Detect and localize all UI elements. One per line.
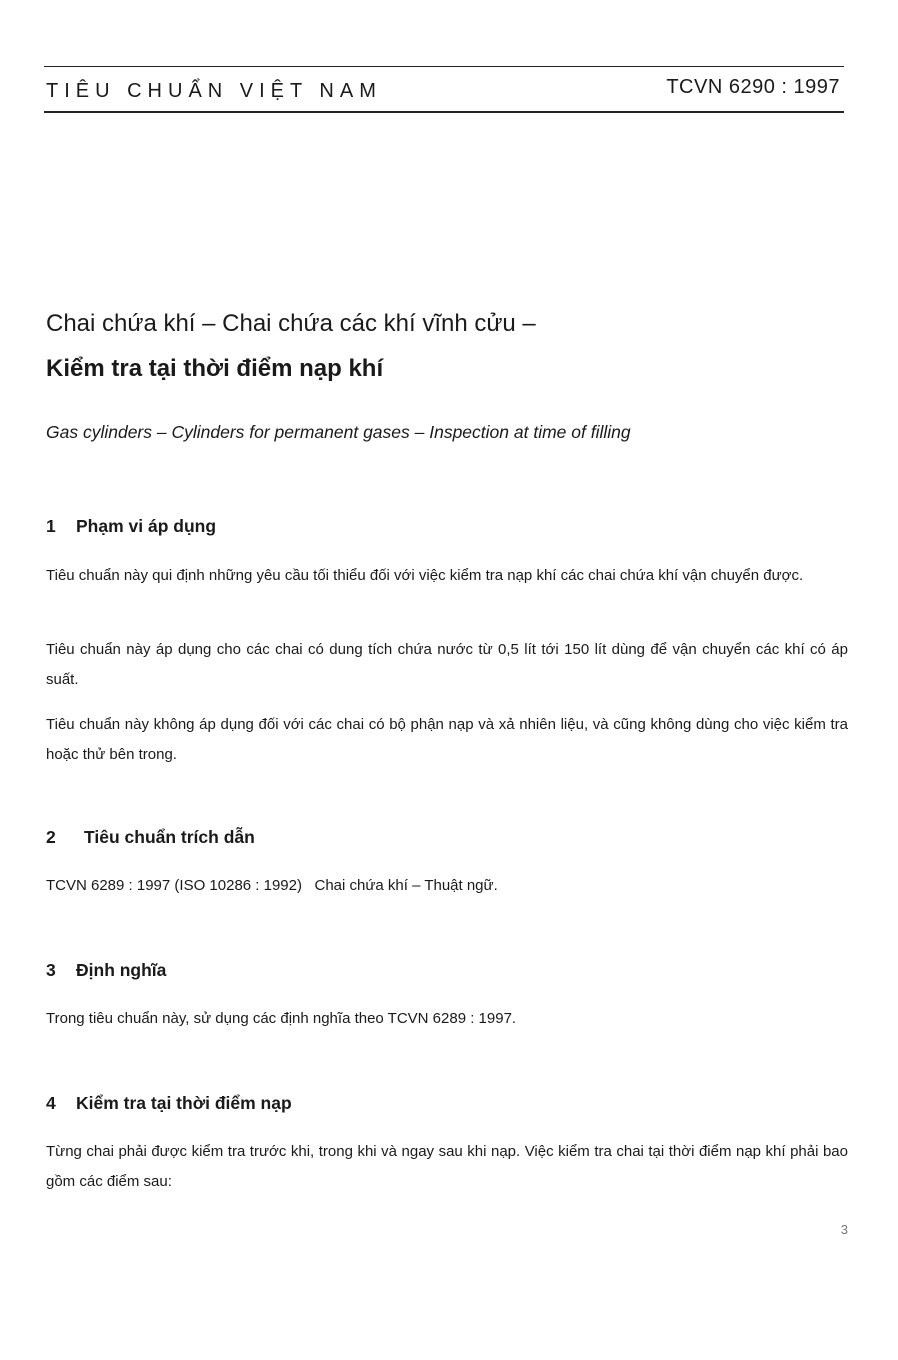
section-2-reference: TCVN 6289 : 1997 (ISO 10286 : 1992) Chai chứa khí – Thuật ngữ. xyxy=(46,877,498,894)
section-1-paragraph-1: Tiêu chuẩn này qui định những yêu cầu tối thiểu đối với việc kiểm tra nạp khí các chai chứa khí vận chuyển được. xyxy=(46,567,804,584)
section-3-paragraph: Trong tiêu chuẩn này, sử dụng các định nghĩa theo TCVN 6289 : 1997. xyxy=(46,1010,517,1027)
header-top-rule xyxy=(44,66,844,67)
section-2-heading xyxy=(46,827,255,848)
header-standard-number: TCVN 6290 : 1997 xyxy=(666,76,840,98)
section-1-paragraph-2: Tiêu chuẩn này áp dụng cho các chai có dung tích chứa nước từ 0,5 lít tới 150 lít dùng để vận chuyển các khí có áp suất. xyxy=(46,641,848,688)
english-subtitle: Gas cylinders – Cylinders for permanent gases – Inspection at time of filling xyxy=(46,422,631,442)
section-title: Tiêu chuẩn trích dẫn xyxy=(84,827,255,847)
header-series-title: TIÊU CHUẨN VIỆT NAM xyxy=(46,80,382,102)
section-title: Phạm vi áp dụng xyxy=(76,516,217,536)
section-1-paragraph-3: Tiêu chuẩn này không áp dụng đối với các chai có bộ phận nạp và xả nhiên liệu, và cũng không dùng cho việc kiểm tra hoặc thử bên trong. xyxy=(46,716,848,763)
section-number: 3 xyxy=(46,960,56,980)
section-4-paragraph: Từng chai phải được kiểm tra trước khi, trong khi và ngay sau khi nạp. Việc kiểm tra chai tại thời điểm nạp khí phải bao gồm các điểm sau: xyxy=(46,1143,848,1190)
document-title-line-1: Chai chứa khí – Chai chứa các khí vĩnh cửu – xyxy=(46,310,536,337)
section-4-heading xyxy=(46,1093,292,1114)
section-title: Kiểm tra tại thời điểm nạp xyxy=(76,1093,292,1113)
section-number: 4 xyxy=(46,1093,56,1113)
section-1-heading xyxy=(46,516,216,537)
section-3-heading xyxy=(46,960,166,981)
header-bottom-rule xyxy=(44,111,844,113)
document-title-line-2: Kiểm tra tại thời điểm nạp khí xyxy=(46,355,384,382)
section-title: Định nghĩa xyxy=(76,960,167,980)
section-number: 2 xyxy=(46,827,56,847)
page-number: 3 xyxy=(840,1222,848,1237)
section-number: 1 xyxy=(46,516,56,536)
